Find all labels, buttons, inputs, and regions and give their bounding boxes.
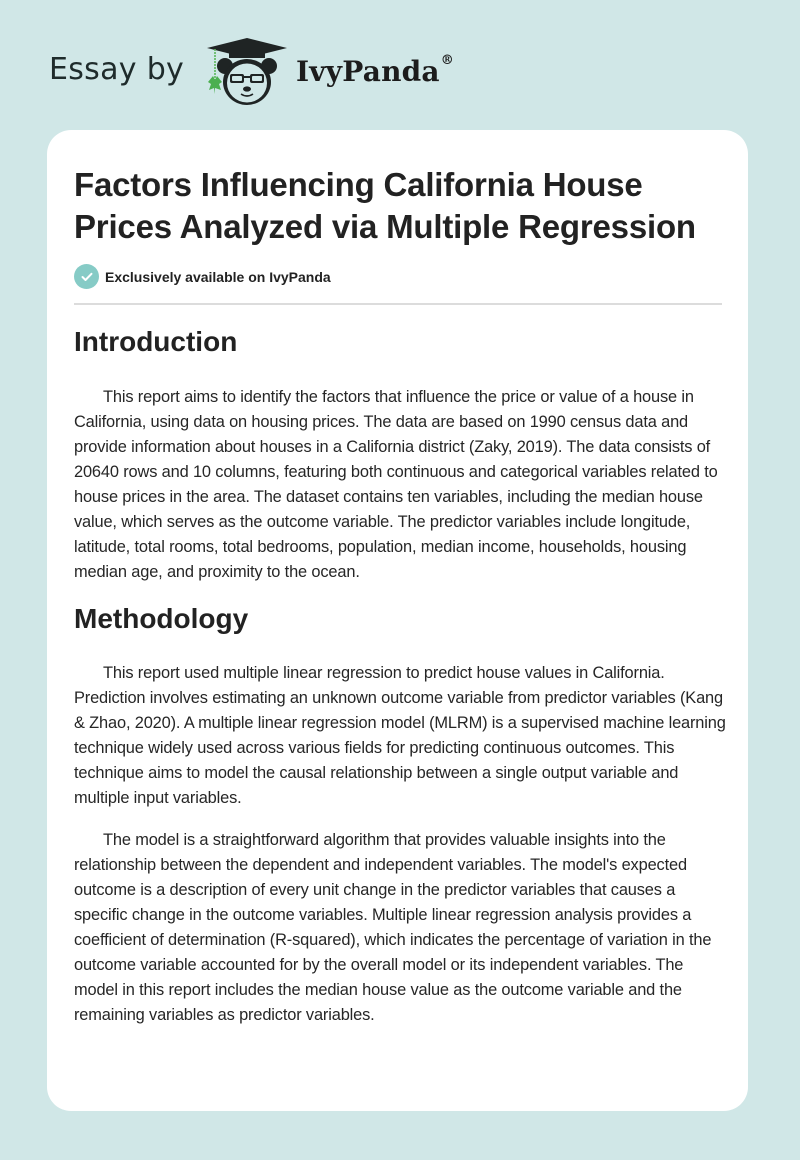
paragraph: The model is a straightforward algorithm that provides valuable insights into the relationship between the dependent and independent variables. The model's expected outcome is a description of every unit change in the predictor variables that causes a specific change in the outcome variables. Multiple linear regression analysis provides a coefficient of determination (R-squared), which indicates the percentage of variation in the outcome variable accounted for by the overall model or its independent variables. The model in this report includes the median house value as the outcome variable and the remaining variables as predictor variables. <box>74 831 712 1024</box>
essay-by-label: Essay by <box>49 52 185 87</box>
section-heading-methodology: Methodology <box>74 603 249 634</box>
registered-mark: ® <box>440 53 454 68</box>
section-heading-introduction: Introduction <box>74 326 238 357</box>
exclusive-badge <box>74 264 331 289</box>
paragraph: This report aims to identify the factors that influence the price or value of a house in California, using data on housing prices. The data are based on 1990 census data and provide information about houses in a California district (Zaky, 2019). The data consists of 20640 rows and 10 columns, featuring both continuous and categorical variables related to house prices in the area. The dataset contains ten variables, including the median house value, which serves as the outcome variable. The predictor variables include longitude, latitude, total rooms, total bedrooms, population, median income, households, housing median age, and proximity to the ocean. <box>74 388 718 581</box>
article-card <box>47 130 748 1111</box>
panda-graduation-cap-icon[interactable] <box>203 36 291 108</box>
badge-label: Exclusively available on IvyPanda <box>105 268 331 285</box>
paragraph: This report used multiple linear regression to predict house values in California. Prediction involves estimating an unknown outcome variable from predictor variables (Kang & Zhao, 2020). A multiple linear regression model (MLRM) is a supervised machine learning technique widely used across various fields for predicting continuous outcomes. This technique aims to model the causal relationship between a single output variable and multiple input variables. <box>74 664 726 807</box>
check-circle-icon <box>74 264 99 289</box>
site-header <box>0 0 800 130</box>
brand-name: IvyPanda <box>296 55 440 88</box>
divider <box>74 303 722 305</box>
page-title: Factors Influencing California House Prices Analyzed via Multiple Regression <box>74 166 696 245</box>
brand-logo-text[interactable] <box>296 55 454 88</box>
